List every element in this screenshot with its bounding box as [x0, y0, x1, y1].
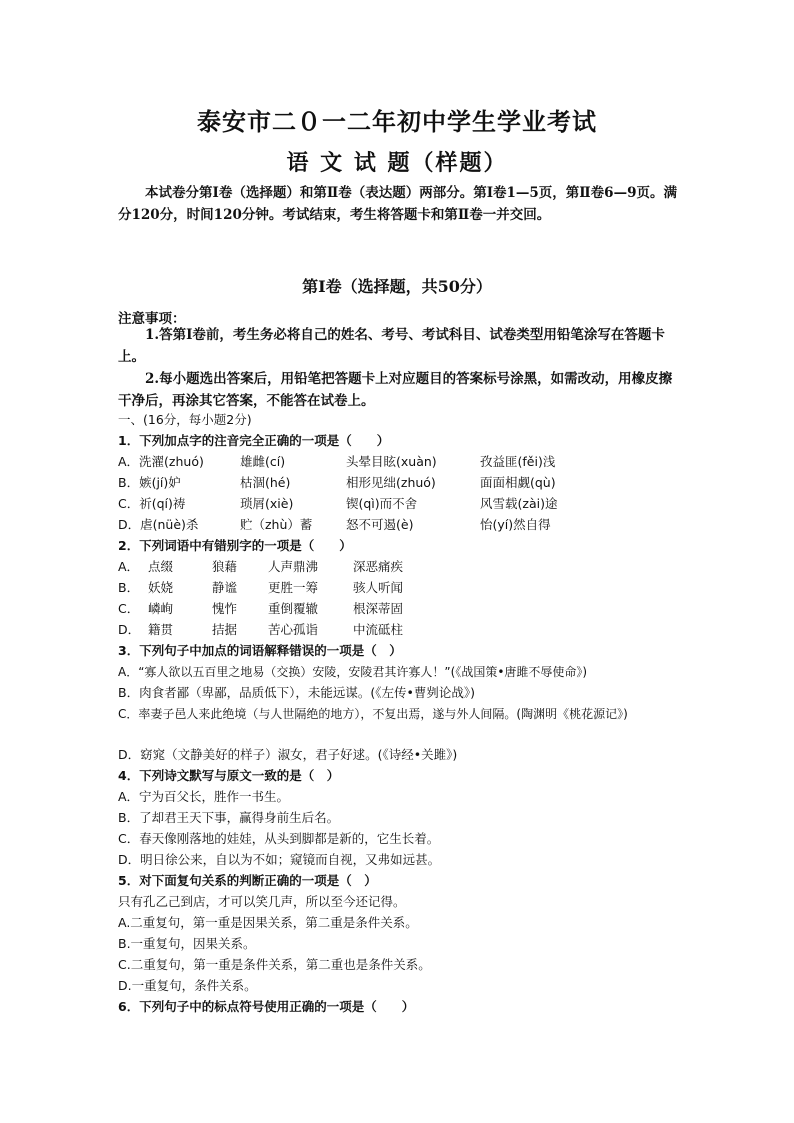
section-title: 第Ⅰ卷（选择题，共50分） — [302, 277, 492, 296]
option-cell: 籍贯 — [148, 622, 174, 637]
option-cell: 骇人听闻 — [353, 580, 404, 595]
question-6-stem: 6．下列句子中的标点符号使用正确的一项是（ ） — [118, 999, 415, 1014]
option-cell: 根深蒂固 — [353, 601, 404, 616]
exam-intro: 本试卷分第Ⅰ卷（选择题）和第Ⅱ卷（表达题）两部分。第Ⅰ卷1—5页，第Ⅱ卷6—9页。满分120分，时间120分钟。考试结束，考生将答题卡和第Ⅱ卷一并交回。 — [118, 185, 677, 223]
question-3-option-c: C．率妻子邑人来此绝境（与人世隔绝的地方），不复出焉，遂与外人间隔。(陶渊明《桃花源记》) — [118, 707, 628, 721]
question-3-option-d: D．窈窕（文静美好的样子）淑女，君子好逑。(《诗经•关雎》) — [118, 747, 458, 762]
part-heading: 一、(16分，每小题2分) — [118, 412, 252, 427]
question-4-stem: 4．下列诗文默写与原文一致的是（ ） — [118, 768, 340, 783]
option-cell: 雄雌(cí) — [240, 454, 286, 469]
option-cell: B．嫉(jí)妒 — [118, 475, 181, 490]
option-cell: 贮（zhù）蓄 — [240, 517, 313, 532]
option-cell: 锲(qì)而不舍 — [346, 496, 418, 511]
note-1: 1.答第Ⅰ卷前，考生务必将自己的姓名、考号、考试科目、试卷类型用铅笔涂写在答题卡上。 — [118, 327, 665, 365]
option-cell: 琐屑(xiè) — [240, 496, 294, 511]
question-2-stem: 2．下列词语中有错别字的一项是（ ） — [118, 538, 352, 553]
option-cell: 相形见绌(zhuó) — [346, 475, 436, 490]
option-cell: 人声鼎沸 — [268, 559, 319, 574]
option-cell: 面面相觑(qù) — [480, 475, 556, 490]
option-cell: 拮据 — [212, 622, 238, 637]
notes-heading: 注意事项： — [118, 311, 186, 327]
option-cell: 深恶痛疾 — [353, 559, 404, 574]
option-cell: 怡(yí)然自得 — [480, 517, 551, 532]
option-cell: 重倒覆辙 — [268, 601, 319, 616]
option-letter: C． — [118, 601, 140, 616]
option-cell: D．虐(nüè)杀 — [118, 517, 199, 532]
question-4-option-d: D．明日徐公来，自以为不如；窥镜而自视，又弗如远甚。 — [118, 852, 441, 867]
option-letter: A． — [118, 559, 140, 574]
option-cell: 头晕目眩(xuàn) — [346, 454, 437, 469]
option-cell: 苦心孤诣 — [268, 622, 319, 637]
option-cell: 枯涸(hé) — [240, 475, 291, 490]
question-3-stem: 3．下列句子中加点的词语解释错误的一项是（ ） — [118, 643, 402, 658]
option-cell: 狼藉 — [212, 559, 238, 574]
question-4-option-b: B．了却君王天下事，赢得身前生后名。 — [118, 810, 340, 825]
question-5-sentence: 只有孔乙己到店，才可以笑几声，所以至今还记得。 — [118, 894, 406, 909]
option-cell: 风雪载(zài)途 — [480, 496, 558, 511]
option-cell: 嶙峋 — [148, 601, 174, 616]
exam-title: 泰安市二０一二年初中学生学业考试 — [197, 107, 597, 136]
option-cell: 孜益匪(fěi)浅 — [480, 454, 556, 469]
question-5-option-b: B.一重复句，因果关系。 — [118, 936, 256, 951]
question-3-option-b: B．肉食者鄙（卑鄙，品质低下），未能远谋。(《左传•曹刿论战》) — [118, 685, 475, 700]
question-5-option-c: C.二重复句，第一重是条件关系，第二重也是条件关系。 — [118, 957, 431, 972]
option-cell: 点缀 — [148, 559, 174, 574]
exam-subtitle: 语 文 试 题（样题） — [286, 150, 508, 176]
option-cell: 妖娆 — [148, 580, 174, 595]
option-cell: 静谧 — [212, 580, 238, 595]
option-cell: A．洗濯(zhuó) — [118, 454, 204, 469]
question-4-option-a: A．宁为百父长，胜作一书生。 — [118, 789, 290, 804]
option-cell: 怒不可遏(è) — [346, 517, 414, 532]
option-cell: 愧怍 — [212, 601, 238, 616]
option-cell: 中流砥柱 — [353, 622, 404, 637]
option-letter: D． — [118, 622, 141, 637]
question-5-option-a: A.二重复句，第一重是因果关系，第二重是条件关系。 — [118, 915, 418, 930]
question-3-option-a: A．“寡人欲以五百里之地易（交换）安陵，安陵君其许寡人！”(《战国策•唐雎不辱使命》) — [118, 665, 588, 679]
question-1-stem: 1．下列加点字的注音完全正确的一项是（ ） — [118, 433, 390, 448]
option-cell: C．祈(qí)祷 — [118, 496, 186, 511]
question-5-option-d: D.一重复句，条件关系。 — [118, 978, 257, 993]
question-4-option-c: C．春天像刚落地的娃娃，从头到脚都是新的，它生长着。 — [118, 831, 440, 846]
option-cell: 更胜一筹 — [268, 580, 319, 595]
option-letter: B． — [118, 580, 140, 595]
question-5-stem: 5．对下面复句关系的判断正确的一项是（ ） — [118, 873, 377, 888]
note-2: 2.每小题选出答案后，用铅笔把答题卡上对应题目的答案标号涂黑，如需改动，用橡皮擦干净后，再涂其它答案，不能答在试卷上。 — [118, 371, 673, 409]
